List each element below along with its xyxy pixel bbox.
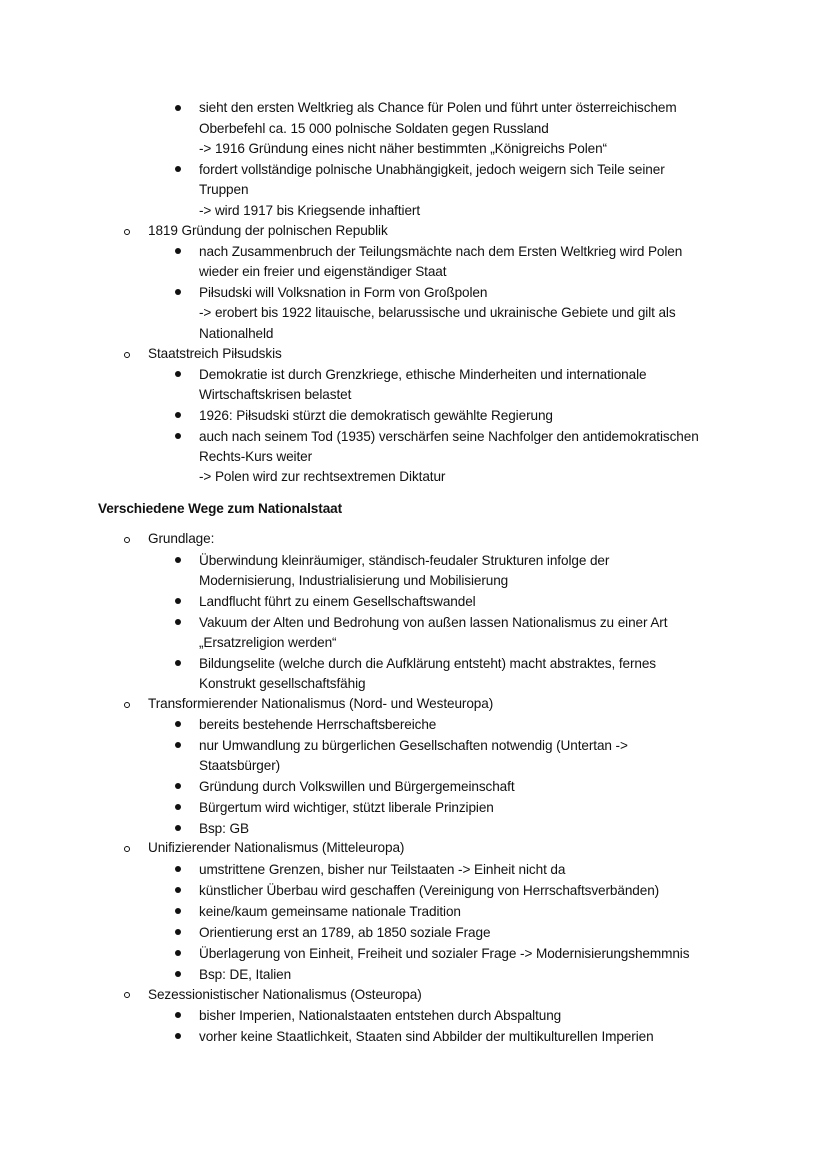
- section-title: Unifizierender Nationalismus (Mitteleuropa): [148, 840, 405, 855]
- circle-bullet: [124, 352, 130, 358]
- text-line: künstlicher Überbau wird geschaffen (Vereinigung von Herrschaftsverbänden): [199, 883, 660, 898]
- bullet: [175, 929, 181, 935]
- bullet: [175, 248, 181, 254]
- bullet: [175, 742, 181, 748]
- text-line: „Ersatzreligion werden“: [199, 635, 337, 650]
- text-line: nur Umwandlung zu bürgerlichen Gesellschaften notwendig (Untertan ->: [199, 738, 628, 753]
- bullet: [175, 371, 181, 377]
- text-line: Rechts-Kurs weiter: [199, 449, 313, 464]
- text-line: bereits bestehende Herrschaftsbereiche: [199, 717, 437, 732]
- bullet: [175, 166, 181, 172]
- bullet: [175, 971, 181, 977]
- text-line: Staatsbürger): [199, 758, 281, 773]
- text-line: -> Polen wird zur rechtsextremen Diktatur: [199, 469, 446, 484]
- text-line: wieder ein freier und eigenständiger Staat: [199, 264, 447, 279]
- circle-bullet: [124, 702, 130, 708]
- bullet: [175, 105, 181, 111]
- circle-bullet: [124, 229, 130, 235]
- section-title: Staatstreich Piłsudskis: [148, 346, 282, 361]
- section-title: 1819 Gründung der polnischen Republik: [148, 223, 388, 238]
- bullet: [175, 1012, 181, 1018]
- text-line: Modernisierung, Industrialisierung und Mobilisierung: [199, 573, 509, 588]
- text-line: -> wird 1917 bis Kriegsende inhaftiert: [199, 203, 421, 218]
- bullet: [175, 619, 181, 625]
- text-line: sieht den ersten Weltkrieg als Chance für Polen und führt unter österreichischem: [199, 100, 677, 115]
- circle-bullet: [124, 537, 130, 543]
- text-line: auch nach seinem Tod (1935) verschärfen seine Nachfolger den antidemokratischen: [199, 429, 699, 444]
- section-title: Sezessionistischer Nationalismus (Osteuropa): [148, 987, 422, 1002]
- text-line: Orientierung erst an 1789, ab 1850 soziale Frage: [199, 925, 491, 940]
- bullet: [175, 721, 181, 727]
- text-line: Vakuum der Alten und Bedrohung von außen lassen Nationalismus zu einer Art: [199, 615, 668, 630]
- text-line: Gründung durch Volkswillen und Bürgergemeinschaft: [199, 779, 515, 794]
- text-line: Nationalheld: [199, 326, 274, 341]
- text-line: -> erobert bis 1922 litauische, belarussische und ukrainische Gebiete und gilt als: [199, 305, 676, 320]
- text-line: Bsp: DE, Italien: [199, 967, 292, 982]
- text-line: Bildungselite (welche durch die Aufklärung entsteht) macht abstraktes, fernes: [199, 656, 657, 671]
- bullet: [175, 598, 181, 604]
- bullet: [175, 412, 181, 418]
- bullet: [175, 783, 181, 789]
- text-line: Truppen: [199, 182, 249, 197]
- bullet: [175, 825, 181, 831]
- text-line: Bürgertum wird wichtiger, stützt liberale Prinzipien: [199, 800, 494, 815]
- section-title: Transformierender Nationalismus (Nord- und Westeuropa): [148, 696, 494, 711]
- text-line: Demokratie ist durch Grenzkriege, ethische Minderheiten und internationale: [199, 367, 647, 382]
- bullet: [175, 289, 181, 295]
- text-line: 1926: Piłsudski stürzt die demokratisch gewählte Regierung: [199, 408, 553, 423]
- text-line: Konstrukt gesellschaftsfähig: [199, 676, 366, 691]
- text-line: bisher Imperien, Nationalstaaten entstehen durch Abspaltung: [199, 1008, 562, 1023]
- text-line: -> 1916 Gründung eines nicht näher bestimmten „Königreichs Polen“: [199, 141, 607, 156]
- bullet: [175, 433, 181, 439]
- circle-bullet: [124, 846, 130, 852]
- bullet: [175, 887, 181, 893]
- text-line: nach Zusammenbruch der Teilungsmächte nach dem Ersten Weltkrieg wird Polen: [199, 244, 683, 259]
- text-line: Piłsudski will Volksnation in Form von Großpolen: [199, 285, 488, 300]
- bullet: [175, 866, 181, 872]
- bullet: [175, 950, 181, 956]
- text-line: Landflucht führt zu einem Gesellschaftswandel: [199, 594, 476, 609]
- bullet: [175, 804, 181, 810]
- section-title: Grundlage:: [148, 531, 215, 546]
- text-line: umstrittene Grenzen, bisher nur Teilstaaten -> Einheit nicht da: [199, 862, 566, 877]
- bullet: [175, 908, 181, 914]
- bullet: [175, 1033, 181, 1039]
- text-line: Oberbefehl ca. 15 000 polnische Soldaten gegen Russland: [199, 121, 549, 136]
- circle-bullet: [124, 992, 130, 998]
- bullet: [175, 660, 181, 666]
- text-line: fordert vollständige polnische Unabhängigkeit, jedoch weigern sich Teile seiner: [199, 162, 665, 177]
- text-line: Bsp: GB: [199, 821, 249, 836]
- text-line: keine/kaum gemeinsame nationale Tradition: [199, 904, 461, 919]
- section-heading: Verschiedene Wege zum Nationalstaat: [98, 501, 343, 516]
- text-line: Überlagerung von Einheit, Freiheit und sozialer Frage -> Modernisierungshemmnis: [199, 946, 690, 961]
- bullet: [175, 557, 181, 563]
- text-line: vorher keine Staatlichkeit, Staaten sind Abbilder der multikulturellen Imperien: [199, 1029, 654, 1044]
- text-line: Überwindung kleinräumiger, ständisch-feudaler Strukturen infolge der: [199, 553, 610, 568]
- text-line: Wirtschaftskrisen belastet: [199, 387, 352, 402]
